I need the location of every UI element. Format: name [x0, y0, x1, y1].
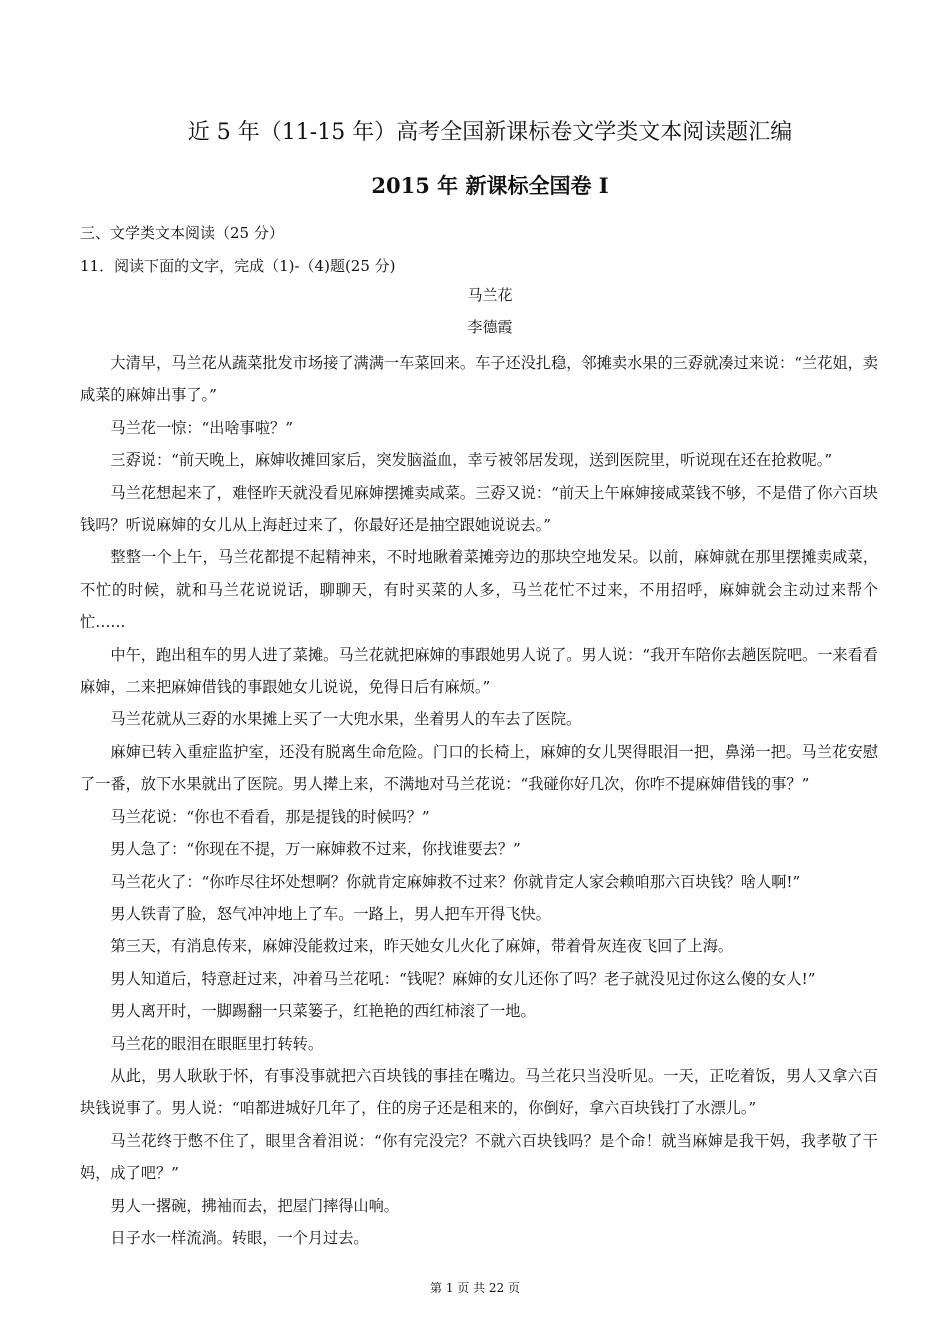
story-paragraph: 大清早，马兰花从蔬菜批发市场接了满满一车菜回来。车子还没扎稳，邻摊卖水果的三孬就凑过来说：“兰花姐，卖咸菜的麻婶出事了。” — [80, 354, 878, 405]
sub-title: 2015 年 新课标全国卷 I — [371, 173, 609, 198]
story-paragraph: 马兰花火了：“你咋尽往坏处想啊？你就肯定麻婶救不过来？你就肯定人家会赖咱那六百块钱？啥人啊!” — [110, 872, 801, 891]
story-paragraph: 麻婶已转入重症监护室，还没有脱离生命危险。门口的长椅上，麻婶的女儿哭得眼泪一把，鼻涕一把。马兰花安慰了一番，放下水果就出了医院。男人撵上来，不满地对马兰花说：“我碰你好几次，你咋不提麻婶借钱的事？” — [80, 742, 878, 794]
story-paragraph: 马兰花终于憋不住了，眼里含着泪说：“你有完没完？不就六百块钱吗？是个命！就当麻婶是我干妈，我孝敬了干妈，成了吧？” — [80, 1131, 878, 1183]
story-paragraph: 马兰花想起来了，难怪昨天就没看见麻婶摆摊卖咸菜。三孬又说：“前天上午麻婶接咸菜钱不够，不是借了你六百块钱吗？听说麻婶的女儿从上海赶过来了，你最好还是抽空跟她说说去。” — [80, 483, 878, 535]
story-author: 李德霞 — [467, 318, 513, 336]
main-title: 近 5 年（11-15 年）高考全国新课标卷文学类文本阅读题汇编 — [187, 120, 793, 145]
story-paragraph: 马兰花的眼泪在眼眶里打转转。 — [110, 1034, 324, 1053]
story-paragraph: 男人知道后，特意赶过来，冲着马兰花吼：“钱呢？麻婶的女儿还你了吗？老子就没见过你这么傻的女人!” — [110, 969, 816, 988]
story-paragraph: 男人急了：“你现在不提，万一麻婶救不过来，你找谁要去？” — [110, 840, 521, 859]
question-instruction: 11．阅读下面的文字，完成（1)-（4)题(25 分) — [80, 257, 396, 275]
story-paragraph: 三孬说：“前天晚上，麻婶收摊回家后，突发脑溢血，幸亏被邻居发现，送到医院里，听说现在还在抢救呢。” — [110, 451, 833, 470]
story-body — [80, 347, 878, 1254]
section-heading: 三、文学类文本阅读（25 分） — [80, 224, 284, 242]
story-paragraph: 日子水一样流淌。转眼，一个月过去。 — [110, 1228, 369, 1247]
story-paragraph: 男人铁青了脸，怒气冲冲地上了车。一路上，男人把车开得飞快。 — [110, 904, 551, 923]
story-paragraph: 马兰花就从三孬的水果摊上买了一大兜水果，坐着男人的车去了医院。 — [110, 710, 582, 729]
story-paragraph: 整整一个上午，马兰花都提不起精神来，不时地瞅着菜摊旁边的那块空地发呆。以前，麻婶就在那里摆摊卖咸菜，不忙的时候，就和马兰花说说话，聊聊天，有时买菜的人多，马兰花忙不过来，不用招呼，麻婶就会主动过来帮个忙…… — [80, 548, 878, 632]
story-paragraph: 男人一撂碗，拂袖而去，把屋门摔得山响。 — [110, 1196, 399, 1215]
story-title: 马兰花 — [467, 286, 513, 304]
story-paragraph: 男人离开时，一脚踢翻一只菜篓子，红艳艳的西红柿滚了一地。 — [110, 1002, 536, 1021]
story-paragraph: 中午，跑出租车的男人进了菜摊。马兰花就把麻婶的事跟她男人说了。男人说：“我开车陪你去趟医院吧。一来看看麻婶，二来把麻婶借钱的事跟她女儿说说，免得日后有麻烦。” — [80, 645, 878, 697]
story-paragraph: 马兰花说：“你也不看看，那是提钱的时候吗？” — [110, 807, 430, 826]
story-paragraph: 从此，男人耿耿于怀，有事没事就把六百块钱的事挂在嘴边。马兰花只当没听见。一天，正吃着饭，男人又拿六百块钱说事了。男人说：“咱都进城好几年了，住的房子还是租来的，你倒好，拿六百块钱打了水漂儿。” — [80, 1066, 878, 1118]
story-paragraph: 第三天，有消息传来，麻婶没能救过来，昨天她女儿火化了麻婶，带着骨灰连夜飞回了上海。 — [110, 937, 734, 956]
page-footer: 第 1 页 共 22 页 — [430, 1281, 520, 1295]
story-paragraph: 马兰花一惊：“出啥事啦？” — [110, 418, 293, 437]
